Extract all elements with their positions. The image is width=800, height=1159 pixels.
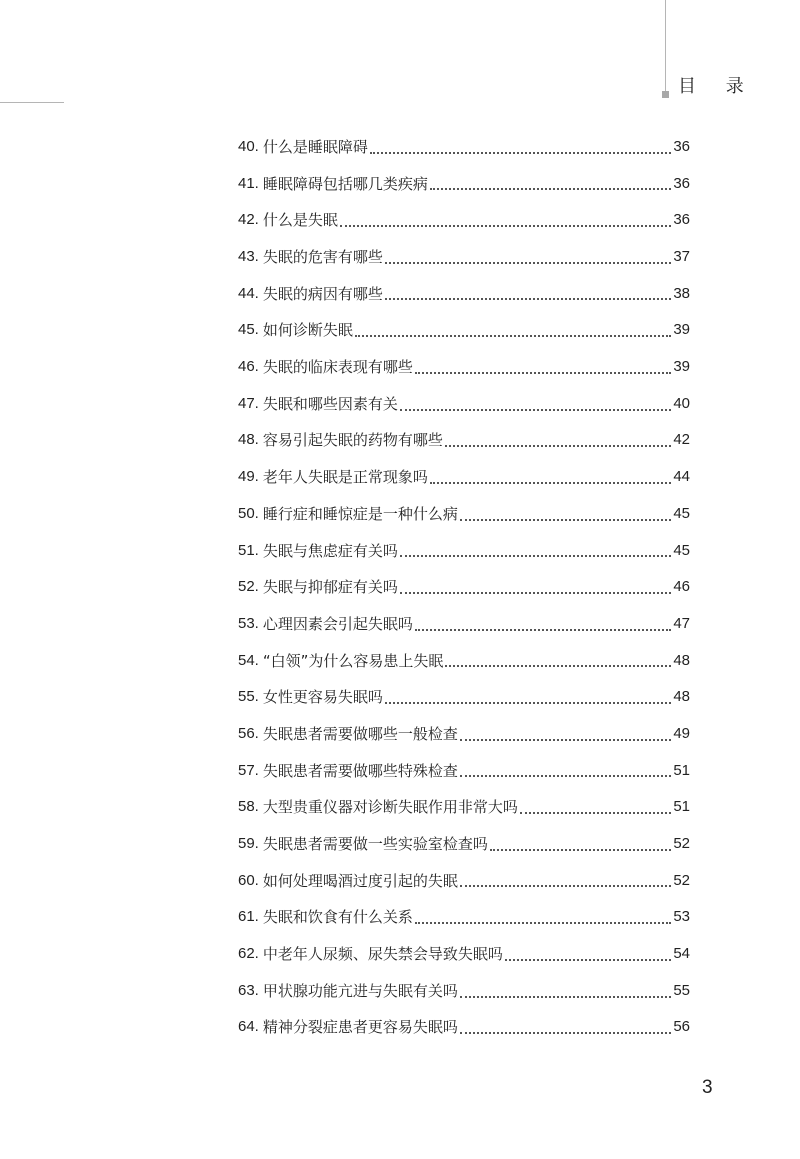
toc-entry-number: 56.	[238, 724, 259, 742]
toc-entry-page: 56	[673, 1018, 690, 1036]
toc-entry-title: 失眠与焦虑症有关吗	[262, 541, 398, 560]
toc-entry-45[interactable]	[238, 312, 690, 349]
toc-entry-number: 41.	[238, 174, 259, 192]
toc-entry-page: 44	[673, 468, 690, 486]
dot-leader	[385, 298, 671, 300]
toc-entry-title: 失眠患者需要做一些实验室检查吗	[262, 835, 488, 854]
top-left-divider	[0, 102, 64, 103]
toc-entry-number: 60.	[238, 871, 259, 889]
toc-entry-title: 心理因素会引起失眠吗	[262, 614, 413, 633]
toc-entry-page: 45	[673, 504, 690, 522]
toc-entry-page: 36	[673, 174, 690, 192]
toc-entry-number: 59.	[238, 835, 259, 853]
dot-leader	[370, 152, 671, 154]
toc-entry-title: 失眠患者需要做哪些一般检查	[262, 724, 458, 743]
toc-entry-47[interactable]	[238, 386, 690, 423]
toc-entry-number: 55.	[238, 688, 259, 706]
toc-entry-title: 什么是睡眠障碍	[262, 137, 368, 156]
toc-entry-number: 52.	[238, 578, 259, 596]
toc-entry-title: 失眠和哪些因素有关	[262, 394, 398, 413]
toc-entry-number: 47.	[238, 394, 259, 412]
toc-entry-49[interactable]	[238, 459, 690, 496]
toc-entry-41[interactable]	[238, 166, 690, 203]
toc-entry-number: 63.	[238, 981, 259, 999]
toc-entry-62[interactable]	[238, 936, 690, 973]
toc-entry-page: 40	[673, 394, 690, 412]
toc-entry-number: 44.	[238, 284, 259, 302]
toc-entry-60[interactable]	[238, 863, 690, 900]
toc-entry-59[interactable]	[238, 826, 690, 863]
toc-entry-54[interactable]	[238, 643, 690, 680]
dot-leader	[340, 225, 671, 227]
dot-leader	[460, 739, 671, 741]
toc-entry-43[interactable]	[238, 239, 690, 276]
toc-entry-page: 39	[673, 321, 690, 339]
dot-leader	[460, 775, 671, 777]
toc-entry-title: 失眠患者需要做哪些特殊检查	[262, 761, 458, 780]
toc-entry-title: 什么是失眠	[262, 211, 338, 230]
table-of-contents	[238, 129, 690, 1046]
toc-entry-53[interactable]	[238, 606, 690, 643]
toc-entry-51[interactable]	[238, 533, 690, 570]
dot-leader	[460, 996, 671, 998]
toc-entry-page: 39	[673, 358, 690, 376]
toc-entry-page: 52	[673, 871, 690, 889]
toc-entry-title: 失眠与抑郁症有关吗	[262, 578, 398, 597]
toc-entry-page: 51	[673, 761, 690, 779]
toc-entry-title: 精神分裂症患者更容易失眠吗	[262, 1018, 458, 1037]
toc-entry-page: 38	[673, 284, 690, 302]
toc-entry-42[interactable]	[238, 202, 690, 239]
toc-entry-title: “白领”为什么容易患上失眠	[262, 651, 444, 670]
toc-entry-number: 50.	[238, 504, 259, 522]
toc-entry-number: 61.	[238, 908, 259, 926]
toc-entry-page: 53	[673, 908, 690, 926]
dot-leader	[445, 665, 671, 667]
toc-entry-title: 容易引起失眠的药物有哪些	[262, 431, 443, 450]
toc-entry-title: 失眠的病因有哪些	[262, 284, 383, 303]
toc-entry-number: 53.	[238, 614, 259, 632]
dot-leader	[460, 519, 671, 521]
toc-entry-number: 51.	[238, 541, 259, 559]
toc-entry-page: 36	[673, 137, 690, 155]
toc-entry-63[interactable]	[238, 973, 690, 1010]
dot-leader	[430, 188, 671, 190]
toc-entry-title: 如何诊断失眠	[262, 321, 353, 340]
toc-entry-55[interactable]	[238, 679, 690, 716]
toc-entry-title: 女性更容易失眠吗	[262, 688, 383, 707]
dot-leader	[505, 959, 671, 961]
page-number: 3	[702, 1077, 713, 1098]
toc-entry-number: 46.	[238, 358, 259, 376]
toc-entry-number: 62.	[238, 945, 259, 963]
toc-entry-64[interactable]	[238, 1010, 690, 1047]
toc-entry-number: 49.	[238, 468, 259, 486]
toc-entry-number: 54.	[238, 651, 259, 669]
toc-entry-title: 中老年人尿频、尿失禁会导致失眠吗	[262, 945, 503, 964]
toc-entry-number: 42.	[238, 211, 259, 229]
toc-entry-44[interactable]	[238, 276, 690, 313]
toc-entry-title: 失眠的危害有哪些	[262, 248, 383, 267]
toc-entry-58[interactable]	[238, 789, 690, 826]
toc-entry-title: 失眠和饮食有什么关系	[262, 908, 413, 927]
toc-entry-title: 如何处理喝酒过度引起的失眠	[262, 871, 458, 890]
toc-entry-page: 51	[673, 798, 690, 816]
toc-entry-56[interactable]	[238, 716, 690, 753]
toc-entry-page: 49	[673, 724, 690, 742]
toc-entry-title: 睡行症和睡惊症是一种什么病	[262, 504, 458, 523]
toc-entry-page: 47	[673, 614, 690, 632]
toc-entry-46[interactable]	[238, 349, 690, 386]
toc-entry-page: 48	[673, 688, 690, 706]
toc-entry-page: 46	[673, 578, 690, 596]
dot-leader	[415, 372, 671, 374]
dot-leader	[400, 409, 671, 411]
toc-entry-number: 40.	[238, 137, 259, 155]
dot-leader	[385, 262, 671, 264]
dot-leader	[460, 1032, 671, 1034]
toc-entry-number: 64.	[238, 1018, 259, 1036]
dot-leader	[400, 555, 671, 557]
toc-entry-57[interactable]	[238, 753, 690, 790]
dot-leader	[385, 702, 671, 704]
dot-leader	[520, 812, 671, 814]
dot-leader	[460, 885, 671, 887]
toc-entry-50[interactable]	[238, 496, 690, 533]
toc-entry-page: 45	[673, 541, 690, 559]
toc-entry-page: 55	[673, 981, 690, 999]
dot-leader	[415, 922, 671, 924]
toc-entry-40[interactable]	[238, 129, 690, 166]
toc-entry-48[interactable]	[238, 423, 690, 460]
dot-leader	[400, 592, 671, 594]
toc-entry-number: 58.	[238, 798, 259, 816]
toc-entry-number: 57.	[238, 761, 259, 779]
toc-entry-number: 43.	[238, 248, 259, 266]
toc-entry-page: 54	[673, 945, 690, 963]
toc-entry-page: 48	[673, 651, 690, 669]
header-vertical-rule	[665, 0, 666, 94]
toc-entry-number: 45.	[238, 321, 259, 339]
toc-entry-title: 甲状腺功能亢进与失眠有关吗	[262, 981, 458, 1000]
toc-entry-61[interactable]	[238, 899, 690, 936]
header-square-marker	[662, 91, 669, 98]
toc-entry-number: 48.	[238, 431, 259, 449]
dot-leader	[355, 335, 671, 337]
dot-leader	[490, 849, 671, 851]
running-header-title: 目 录	[678, 76, 756, 97]
toc-entry-page: 37	[673, 248, 690, 266]
dot-leader	[415, 629, 671, 631]
toc-entry-title: 大型贵重仪器对诊断失眠作用非常大吗	[262, 798, 518, 817]
toc-entry-title: 老年人失眠是正常现象吗	[262, 468, 428, 487]
toc-entry-page: 36	[673, 211, 690, 229]
toc-entry-52[interactable]	[238, 569, 690, 606]
toc-entry-page: 42	[673, 431, 690, 449]
toc-entry-title: 睡眠障碍包括哪几类疾病	[262, 174, 428, 193]
toc-entry-title: 失眠的临床表现有哪些	[262, 358, 413, 377]
toc-entry-page: 52	[673, 835, 690, 853]
dot-leader	[430, 482, 671, 484]
dot-leader	[445, 445, 671, 447]
